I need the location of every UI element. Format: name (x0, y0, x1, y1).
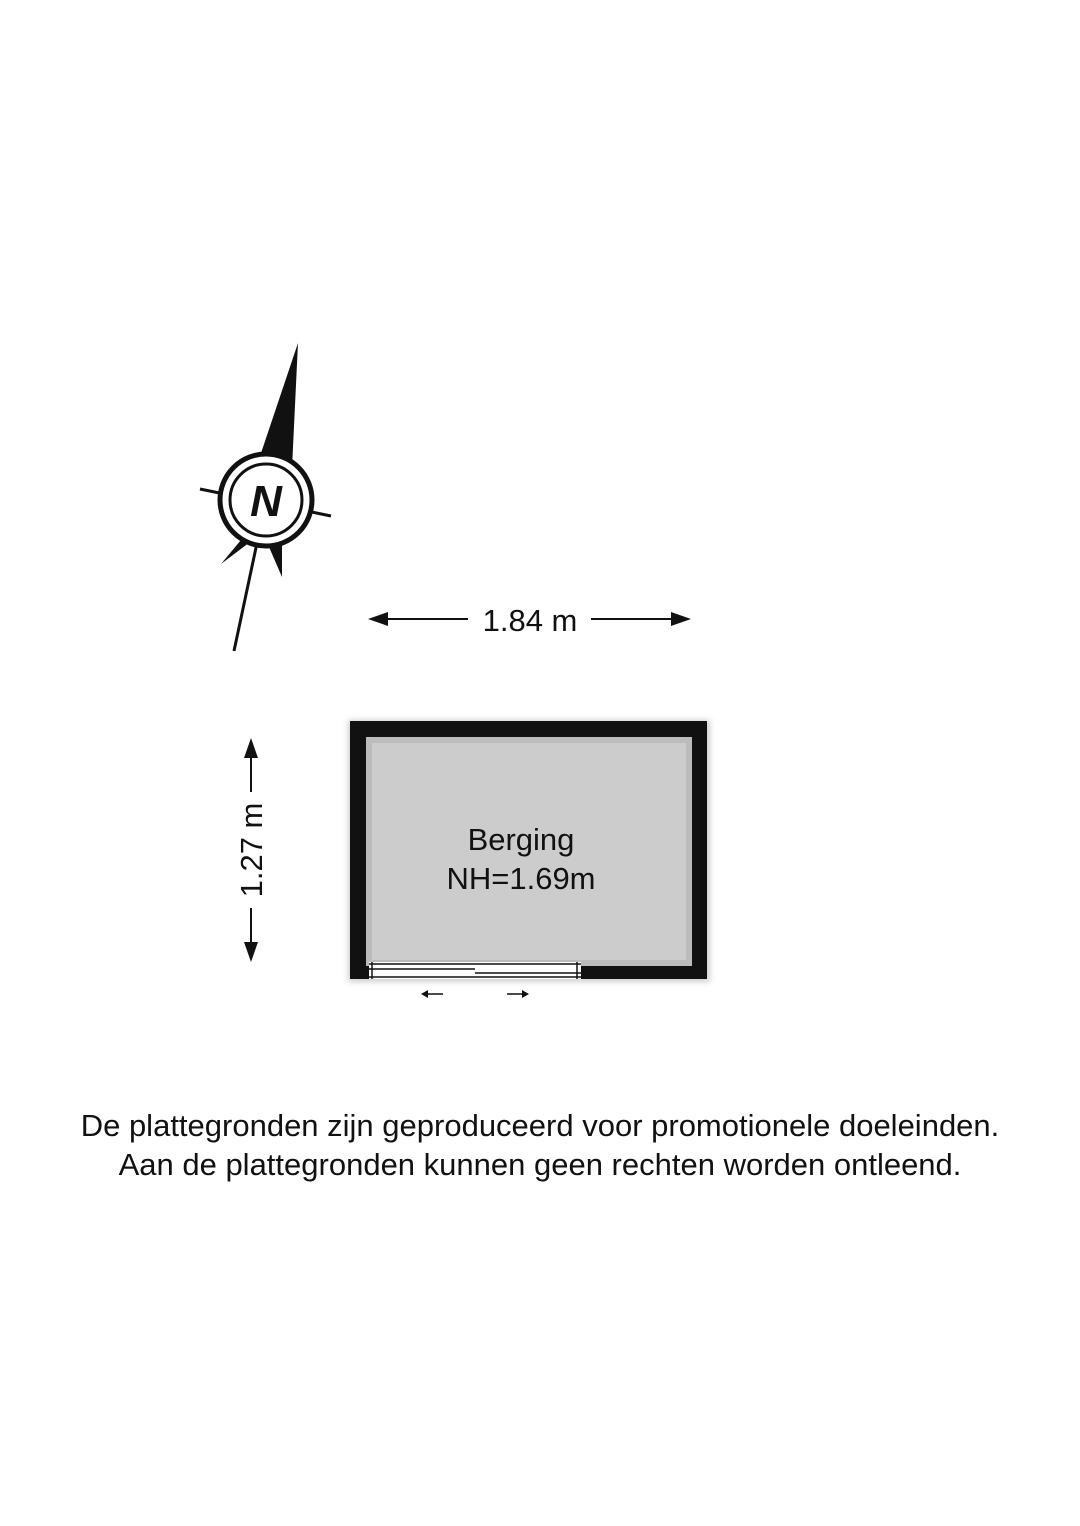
door-slide-right-arrow-icon (507, 990, 529, 998)
room-berging (348, 720, 710, 998)
compass-label: N (250, 477, 282, 526)
disclaimer-line-2: Aan de plattegronden kunnen geen rechten worden ontleend. (118, 1147, 962, 1182)
width-dimension (368, 603, 691, 638)
room-height: NH=1.69m (446, 861, 596, 896)
width-label: 1.84 m (482, 603, 578, 638)
room-name: Berging (467, 822, 575, 857)
disclaimer (0, 1106, 1080, 1184)
depth-label: 1.27 m (234, 802, 269, 898)
depth-dimension (234, 738, 269, 962)
door-slide-left-arrow-icon (421, 990, 443, 998)
sliding-door (369, 962, 581, 979)
disclaimer-line-1: De plattegronden zijn geproduceerd voor promotionele doeleinden. (80, 1108, 1000, 1143)
north-arrow-icon (200, 343, 331, 651)
